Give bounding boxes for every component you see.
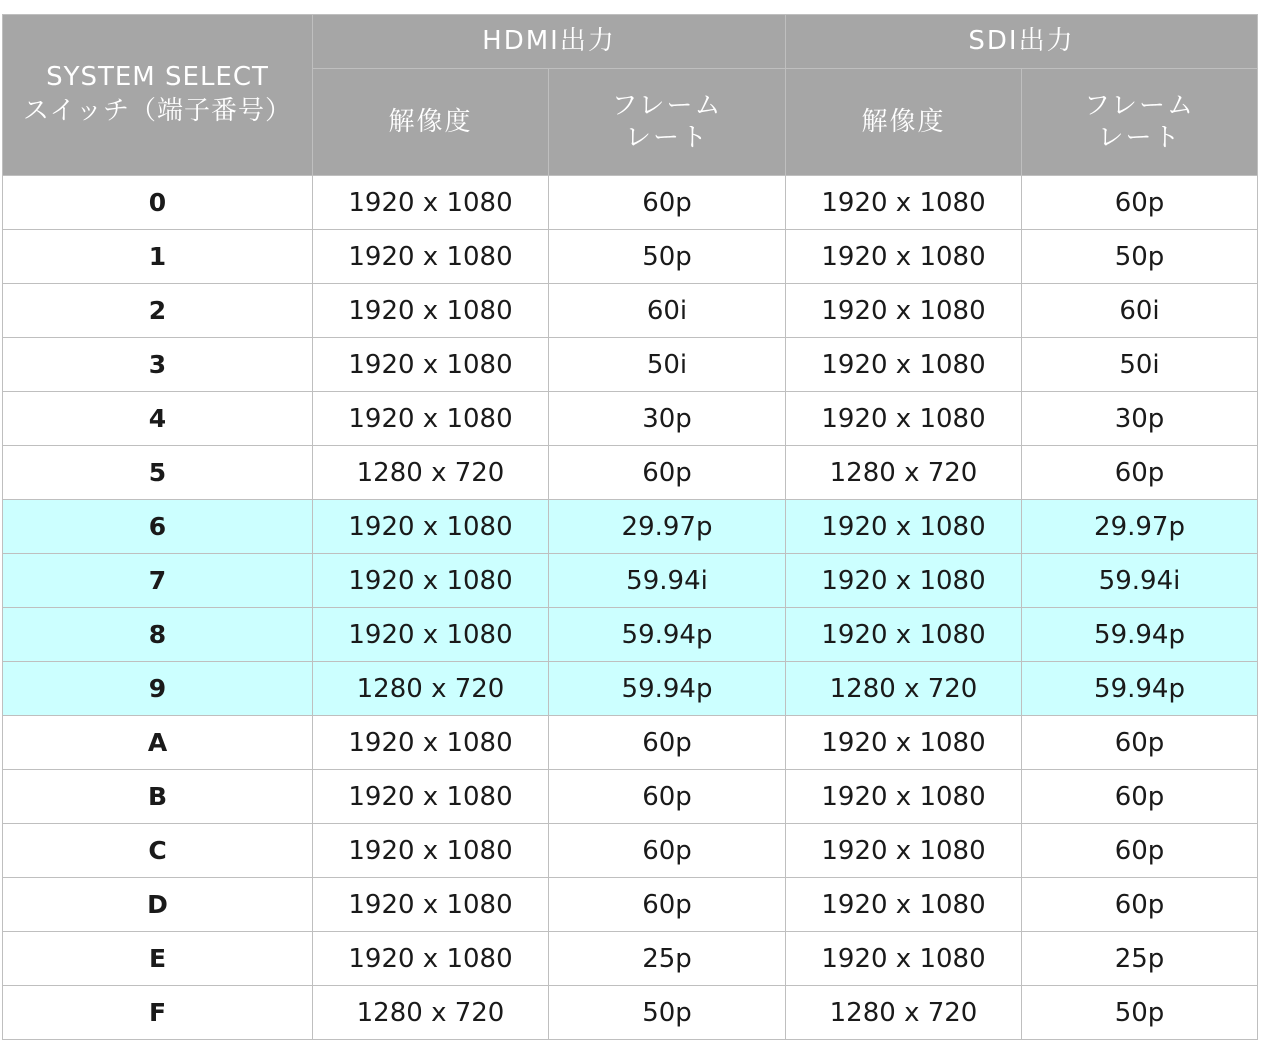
table-row [3,554,1258,608]
hdmi-output-header: HDMI出力 [313,15,786,69]
system-select-table [2,14,1258,1040]
sdi-resolution: 1280 x 720 [786,446,1022,500]
hdmi-resolution: 1920 x 1080 [313,284,549,338]
hdmi-framerate: 60p [549,716,786,770]
sdi-resolution: 1920 x 1080 [786,554,1022,608]
table-body [3,176,1258,1040]
hdmi-resolution: 1280 x 720 [313,662,549,716]
switch-number: 6 [3,500,313,554]
table-row [3,446,1258,500]
switch-number: F [3,986,313,1040]
hdmi-resolution: 1920 x 1080 [313,932,549,986]
hdmi-framerate-header: フレーム レート [549,69,786,176]
sdi-framerate: 60p [1022,176,1258,230]
table-row [3,662,1258,716]
hdmi-framerate: 50i [549,338,786,392]
sdi-resolution: 1920 x 1080 [786,878,1022,932]
hdmi-resolution: 1920 x 1080 [313,554,549,608]
sdi-framerate: 60p [1022,824,1258,878]
switch-number: 5 [3,446,313,500]
sdi-framerate: 30p [1022,392,1258,446]
hdmi-framerate: 59.94i [549,554,786,608]
sdi-framerate: 60p [1022,446,1258,500]
hdmi-framerate: 60p [549,176,786,230]
switch-number: 4 [3,392,313,446]
sdi-framerate: 50i [1022,338,1258,392]
sdi-resolution: 1920 x 1080 [786,770,1022,824]
hdmi-framerate: 60i [549,284,786,338]
system-select-header: SYSTEM SELECT スイッチ（端子番号） [3,15,313,176]
hdmi-framerate: 50p [549,230,786,284]
table-row [3,176,1258,230]
table-row [3,230,1258,284]
table-row [3,716,1258,770]
hdmi-framerate: 60p [549,824,786,878]
sdi-resolution: 1280 x 720 [786,662,1022,716]
sdi-framerate: 25p [1022,932,1258,986]
table-row [3,986,1258,1040]
hdmi-resolution: 1920 x 1080 [313,500,549,554]
sdi-resolution: 1920 x 1080 [786,176,1022,230]
system-select-table-wrapper [2,14,1258,1040]
hdmi-resolution: 1280 x 720 [313,986,549,1040]
table-row [3,878,1258,932]
header-row-groups [3,15,1258,69]
hdmi-framerate: 25p [549,932,786,986]
hdmi-framerate: 60p [549,446,786,500]
hdmi-resolution: 1920 x 1080 [313,716,549,770]
switch-number: C [3,824,313,878]
table-row [3,770,1258,824]
hdmi-framerate: 59.94p [549,662,786,716]
hdmi-framerate: 60p [549,878,786,932]
sdi-resolution: 1920 x 1080 [786,230,1022,284]
switch-number: E [3,932,313,986]
sdi-framerate: 60p [1022,716,1258,770]
switch-number: 0 [3,176,313,230]
switch-number: 8 [3,608,313,662]
table-row [3,338,1258,392]
hdmi-resolution: 1920 x 1080 [313,176,549,230]
sdi-framerate: 59.94p [1022,662,1258,716]
hdmi-framerate: 59.94p [549,608,786,662]
table-row [3,608,1258,662]
sdi-framerate: 29.97p [1022,500,1258,554]
sdi-resolution: 1920 x 1080 [786,392,1022,446]
table-row [3,824,1258,878]
sdi-framerate: 59.94p [1022,608,1258,662]
switch-number: 1 [3,230,313,284]
hdmi-framerate: 50p [549,986,786,1040]
hdmi-resolution: 1920 x 1080 [313,770,549,824]
hdmi-resolution: 1920 x 1080 [313,392,549,446]
sdi-resolution: 1920 x 1080 [786,284,1022,338]
switch-number: B [3,770,313,824]
sdi-framerate: 60p [1022,878,1258,932]
hdmi-resolution: 1920 x 1080 [313,824,549,878]
sdi-resolution: 1920 x 1080 [786,824,1022,878]
sdi-resolution: 1920 x 1080 [786,932,1022,986]
table-header [3,15,1258,176]
sdi-framerate: 59.94i [1022,554,1258,608]
table-row [3,932,1258,986]
hdmi-framerate: 29.97p [549,500,786,554]
hdmi-framerate: 60p [549,770,786,824]
sdi-resolution: 1920 x 1080 [786,338,1022,392]
sdi-framerate: 60p [1022,770,1258,824]
sdi-framerate: 50p [1022,230,1258,284]
sdi-framerate: 50p [1022,986,1258,1040]
hdmi-resolution-header: 解像度 [313,69,549,176]
table-row [3,284,1258,338]
switch-number: 2 [3,284,313,338]
switch-number: D [3,878,313,932]
hdmi-resolution: 1920 x 1080 [313,878,549,932]
table-row [3,392,1258,446]
switch-number: A [3,716,313,770]
hdmi-resolution: 1920 x 1080 [313,230,549,284]
switch-number: 9 [3,662,313,716]
hdmi-framerate: 30p [549,392,786,446]
sdi-output-header: SDI出力 [786,15,1258,69]
hdmi-resolution: 1280 x 720 [313,446,549,500]
hdmi-resolution: 1920 x 1080 [313,338,549,392]
switch-number: 3 [3,338,313,392]
sdi-resolution: 1280 x 720 [786,986,1022,1040]
hdmi-resolution: 1920 x 1080 [313,608,549,662]
sdi-framerate-header: フレーム レート [1022,69,1258,176]
sdi-framerate: 60i [1022,284,1258,338]
sdi-resolution: 1920 x 1080 [786,716,1022,770]
sdi-resolution-header: 解像度 [786,69,1022,176]
sdi-resolution: 1920 x 1080 [786,500,1022,554]
sdi-resolution: 1920 x 1080 [786,608,1022,662]
table-row [3,500,1258,554]
switch-number: 7 [3,554,313,608]
